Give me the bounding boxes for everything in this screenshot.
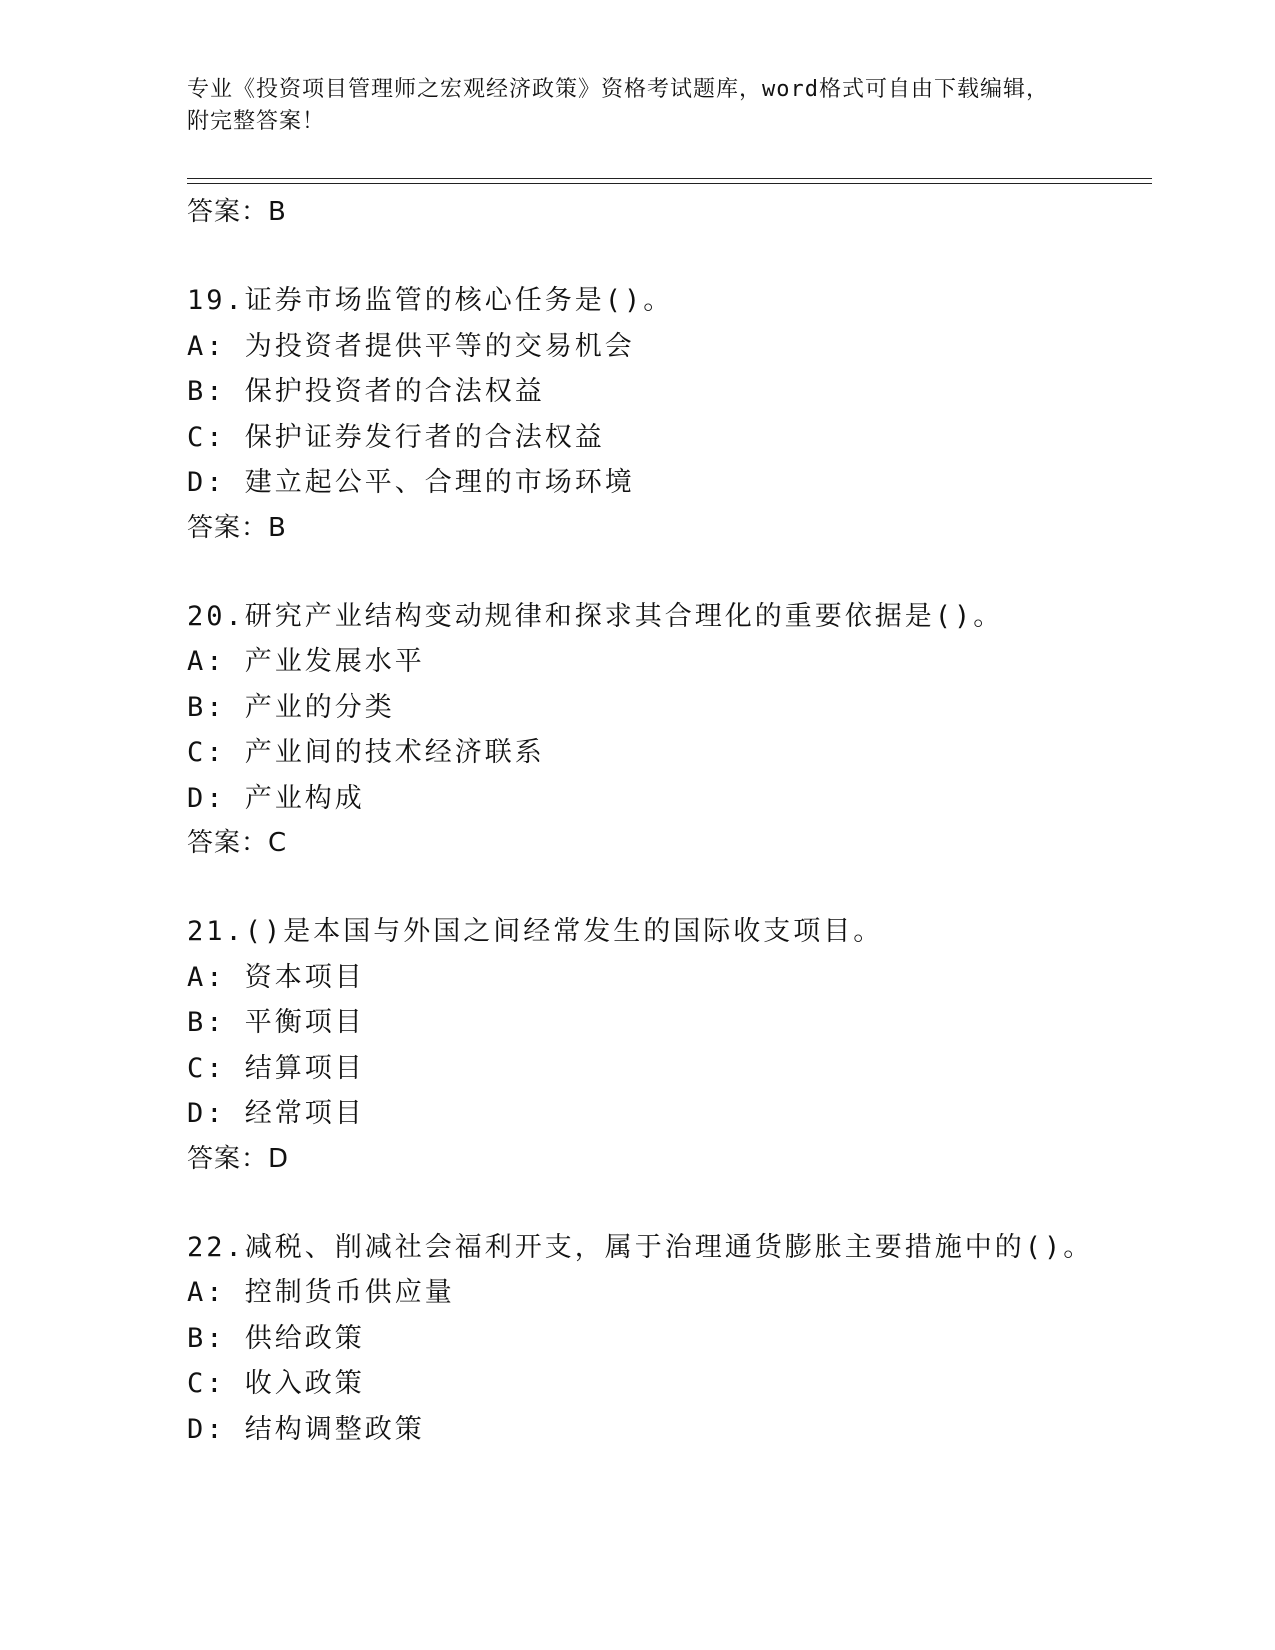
option-d: D: 产业构成: [187, 782, 365, 814]
header-divider-bottom: [187, 183, 1152, 184]
question-stem: 20.研究产业结构变动规律和探求其合理化的重要依据是()。: [187, 600, 1004, 632]
option-c: C: 产业间的技术经济联系: [187, 737, 545, 768]
document-body: [187, 190, 1147, 1452]
option-c: C: 保护证券发行者的合法权益: [187, 421, 605, 453]
answer-line: 答案：D: [187, 1143, 290, 1174]
option-b: B: 保护投资者的合法权益: [187, 376, 545, 407]
answer-line: 答案：C: [187, 828, 288, 858]
question-22: [187, 1225, 1147, 1453]
option-c: C: 结算项目: [187, 1052, 365, 1084]
document-header: 专业《投资项目管理师之宏观经济政策》资格考试题库，word格式可自由下载编辑，附完整答案！: [187, 77, 1049, 134]
question-stem: 21.()是本国与外国之间经常发生的国际收支项目。: [187, 916, 884, 947]
question-20: [187, 594, 1147, 866]
question-stem: 19.证券市场监管的核心任务是()。: [187, 285, 674, 316]
header-divider-top: [187, 178, 1152, 179]
option-b: B: 平衡项目: [187, 1007, 365, 1038]
question-19: [187, 278, 1147, 550]
option-d: D: 经常项目: [187, 1098, 365, 1129]
option-d: D: 建立起公平、合理的市场环境: [187, 467, 635, 498]
option-a: A: 产业发展水平: [187, 646, 425, 677]
option-a: A: 资本项目: [187, 961, 365, 993]
option-c: C: 收入政策: [187, 1368, 365, 1399]
option-a: A: 控制货币供应量: [187, 1277, 455, 1308]
answer-line: 答案：B: [187, 197, 287, 227]
answer-line: 答案：B: [187, 512, 287, 543]
question-21: [187, 909, 1147, 1181]
option-d: D: 结构调整政策: [187, 1413, 425, 1445]
option-b: B: 供给政策: [187, 1322, 365, 1354]
option-a: A: 为投资者提供平等的交易机会: [187, 330, 635, 362]
option-b: B: 产业的分类: [187, 691, 395, 723]
question-stem: 22.减税、削减社会福利开支，属于治理通货膨胀主要措施中的()。: [187, 1231, 1094, 1263]
